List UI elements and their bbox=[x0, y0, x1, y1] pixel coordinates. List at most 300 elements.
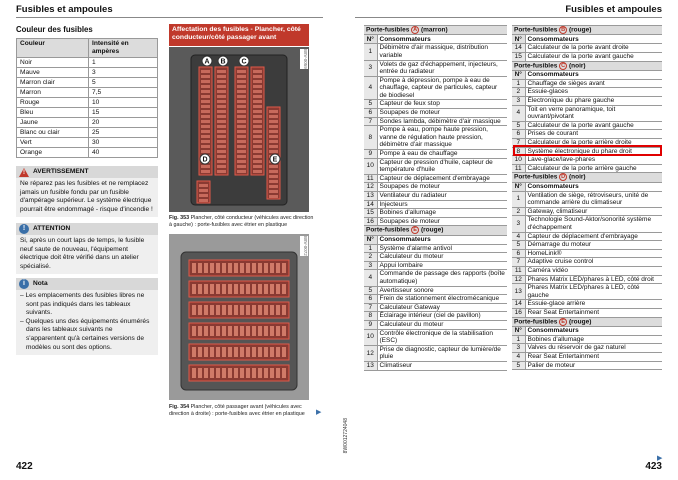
table-row bbox=[512, 258, 662, 267]
fuse-slot bbox=[237, 150, 246, 153]
consumer-cell: Bobines d'allumage bbox=[377, 209, 507, 218]
color-cell: Mauve bbox=[17, 68, 89, 78]
table-row bbox=[512, 88, 662, 97]
consumer-cell: Calculateur de la porte avant droite bbox=[525, 44, 662, 53]
fuse-slot bbox=[270, 368, 274, 378]
fuse-slot bbox=[199, 199, 208, 202]
fuse-slot bbox=[216, 347, 220, 357]
consumer-cell: Calculateur Gateway bbox=[377, 303, 507, 312]
fuse-slot bbox=[264, 326, 268, 336]
color-cell: Rouge bbox=[17, 98, 89, 108]
fuse-number-cell: 4 bbox=[512, 105, 525, 121]
fuse-number-cell: 3 bbox=[512, 216, 525, 232]
section-title: Couleur des fusibles bbox=[16, 25, 93, 34]
fuse-slot bbox=[201, 150, 210, 153]
table-row bbox=[364, 312, 507, 321]
figure-id: B8V-0059 bbox=[300, 49, 308, 69]
table-row bbox=[17, 148, 158, 158]
fuse-slot bbox=[210, 284, 214, 294]
table-row bbox=[512, 335, 662, 344]
fuse-slot bbox=[201, 75, 210, 78]
column-header: Consommateurs bbox=[525, 326, 662, 335]
fuse-slot bbox=[258, 347, 262, 357]
table-row bbox=[364, 286, 507, 295]
consumer-cell: Bobines d'allumage bbox=[525, 335, 662, 344]
table-row bbox=[512, 191, 662, 207]
fuse-slot bbox=[204, 326, 208, 336]
table-row bbox=[512, 156, 662, 165]
warning-header bbox=[16, 166, 158, 178]
table-header-row bbox=[17, 39, 158, 58]
fuse-slot bbox=[201, 145, 210, 148]
consumer-cell: Technologie Sound-Aktor/sonorité système d'échappement bbox=[525, 216, 662, 232]
fuse-slot bbox=[253, 125, 262, 128]
table-row bbox=[512, 344, 662, 353]
fuse-number-cell: 11 bbox=[364, 174, 377, 183]
table-row bbox=[512, 241, 662, 250]
consumer-cell: Pompe à eau, pompe haute pression, vanne de régulation haute pression, débimètre d'air massique bbox=[377, 126, 507, 150]
fuse-slot bbox=[201, 140, 210, 143]
consumer-cell: Calculateur du moteur bbox=[377, 253, 507, 262]
fuse-slot bbox=[201, 85, 210, 88]
fuse-slot bbox=[270, 305, 274, 315]
fuse-slot bbox=[201, 170, 210, 173]
fuse-number-cell: 6 bbox=[512, 249, 525, 258]
column-header: N° bbox=[512, 35, 525, 44]
fuse-slot bbox=[201, 135, 210, 138]
table-row bbox=[17, 78, 158, 88]
fuse-table-right-column bbox=[512, 25, 662, 370]
fuse-slot bbox=[282, 368, 286, 378]
fuse-slot bbox=[216, 368, 220, 378]
column-header-row bbox=[512, 182, 662, 191]
fuse-slot bbox=[253, 100, 262, 103]
consumer-cell: Soupapes de moteur bbox=[377, 109, 507, 118]
color-cell: Orange bbox=[17, 148, 89, 158]
column-header: N° bbox=[364, 235, 377, 244]
fuse-slot bbox=[269, 110, 278, 113]
fuse-number-cell: 10 bbox=[364, 158, 377, 174]
fuse-slot bbox=[204, 263, 208, 273]
amperage-cell: 3 bbox=[89, 68, 158, 78]
table-row bbox=[512, 300, 662, 309]
table-row bbox=[512, 97, 662, 106]
column-header: Couleur bbox=[17, 39, 89, 58]
table-row bbox=[364, 109, 507, 118]
amperage-cell: 1 bbox=[89, 58, 158, 68]
fuse-holder-header: Porte-fusibles A (marron) bbox=[364, 26, 507, 35]
consumer-cell: Avertisseur sonore bbox=[377, 286, 507, 295]
continue-arrow-icon: ▶ bbox=[316, 409, 322, 416]
consumer-cell: Débimètre d'air massique, distribution variable bbox=[377, 44, 507, 60]
fuse-holder-letter-badge: C bbox=[561, 62, 566, 69]
table-row bbox=[364, 209, 507, 218]
consumer-cell: Calculateur de la porte arrière gauche bbox=[525, 164, 662, 173]
running-head: Fusibles et ampoules bbox=[16, 4, 113, 15]
fuse-slot bbox=[201, 105, 210, 108]
fuse-slot bbox=[276, 326, 280, 336]
fuse-number-cell: 4 bbox=[364, 270, 377, 286]
column-header: Intensité en ampères bbox=[89, 39, 158, 58]
consumer-cell: Palier de moteur bbox=[525, 361, 662, 370]
fuse-slot bbox=[204, 305, 208, 315]
fuse-slot bbox=[210, 347, 214, 357]
fuse-slot bbox=[228, 347, 232, 357]
table-row bbox=[364, 270, 507, 286]
fuse-slot bbox=[253, 90, 262, 93]
consumer-cell: Valves du réservoir de gaz naturel bbox=[525, 344, 662, 353]
consumer-cell: Gateway, climatiseur bbox=[525, 207, 662, 216]
right-page bbox=[339, 0, 678, 480]
fuse-slot bbox=[253, 145, 262, 148]
amperage-cell: 25 bbox=[89, 128, 158, 138]
page-number: 423 bbox=[645, 461, 662, 472]
fuse-slot bbox=[201, 95, 210, 98]
fuse-slot bbox=[216, 284, 220, 294]
fuse-number-cell: 1 bbox=[512, 191, 525, 207]
table-row bbox=[364, 329, 507, 345]
fuse-slot bbox=[269, 130, 278, 133]
nota-header bbox=[16, 278, 158, 290]
table-row bbox=[512, 353, 662, 362]
page-number: 422 bbox=[16, 461, 33, 472]
fuse-slot bbox=[210, 326, 214, 336]
fuse-slot bbox=[253, 140, 262, 143]
table-row bbox=[364, 261, 507, 270]
consumer-cell: Caméra vidéo bbox=[525, 267, 662, 276]
fuse-slot bbox=[237, 155, 246, 158]
fuse-slot bbox=[269, 190, 278, 193]
fuse-number-cell: 14 bbox=[512, 300, 525, 309]
amperage-cell: 7,5 bbox=[89, 88, 158, 98]
fuse-slot bbox=[217, 125, 226, 128]
fuse-slot bbox=[246, 284, 250, 294]
highlight-box bbox=[513, 145, 662, 156]
table-row bbox=[364, 253, 507, 262]
fuse-slot bbox=[240, 305, 244, 315]
table-row bbox=[512, 361, 662, 370]
fuse-slot bbox=[192, 284, 196, 294]
running-head: Fusibles et ampoules bbox=[565, 4, 662, 15]
fuse-number-cell: 5 bbox=[364, 100, 377, 109]
column-header: N° bbox=[512, 70, 525, 79]
consumer-cell: Essuie-glace arrière bbox=[525, 300, 662, 309]
figure-section-header: Affectation des fusibles - Plancher, côté conducteur/côté passager avant bbox=[169, 24, 309, 46]
fuse-slot bbox=[217, 90, 226, 93]
header-rule bbox=[355, 17, 662, 18]
fuse-slot bbox=[269, 195, 278, 198]
fuse-slot bbox=[198, 326, 202, 336]
fuse-slot bbox=[199, 189, 208, 192]
fuse-slot bbox=[237, 80, 246, 83]
fuse-number-cell: 5 bbox=[512, 361, 525, 370]
fuse-number-cell: 12 bbox=[512, 275, 525, 284]
fuse-slot bbox=[282, 305, 286, 315]
fuse-number-cell: 7 bbox=[512, 138, 525, 147]
consumer-cell: Calculateur de la porte arrière droite bbox=[525, 138, 662, 147]
fuse-slot bbox=[246, 347, 250, 357]
continue-arrow-icon: ▶ bbox=[657, 455, 663, 462]
fuse-number-cell: 14 bbox=[364, 200, 377, 209]
fuse-slot bbox=[246, 368, 250, 378]
fuse-box-figure-353 bbox=[169, 47, 309, 212]
color-cell: Bleu bbox=[17, 108, 89, 118]
header-rule bbox=[16, 17, 323, 18]
fuse-slot bbox=[276, 305, 280, 315]
table-row bbox=[512, 267, 662, 276]
fuse-slot bbox=[217, 140, 226, 143]
fuse-slot bbox=[217, 80, 226, 83]
fuse-box-diagram-driver bbox=[169, 47, 309, 212]
fuse-slot bbox=[264, 368, 268, 378]
consumer-cell: Frein de stationnement électromécanique bbox=[377, 295, 507, 304]
consumer-cell: Essuie-glaces bbox=[525, 88, 662, 97]
fuse-number-cell: 7 bbox=[364, 117, 377, 126]
fuse-number-cell: 16 bbox=[512, 308, 525, 317]
column-header: Consommateurs bbox=[525, 35, 662, 44]
fuse-slot bbox=[217, 135, 226, 138]
fuse-number-cell: 13 bbox=[364, 192, 377, 201]
fuse-slot bbox=[216, 326, 220, 336]
consumer-cell: Soupapes de moteur bbox=[377, 217, 507, 226]
fuse-slot bbox=[253, 160, 262, 163]
fuse-slot bbox=[276, 347, 280, 357]
column-header-row bbox=[512, 70, 662, 79]
fuse-slot bbox=[198, 263, 202, 273]
fuse-number-cell: 1 bbox=[512, 79, 525, 88]
fuse-number-cell: 6 bbox=[512, 130, 525, 139]
fuse-number-cell: 4 bbox=[512, 232, 525, 241]
fuse-slot bbox=[234, 326, 238, 336]
fuse-slot bbox=[237, 125, 246, 128]
table-row bbox=[364, 217, 507, 226]
fuse-slot bbox=[199, 194, 208, 197]
consumer-cell: Prises de courant bbox=[525, 130, 662, 139]
fuse-slot bbox=[240, 263, 244, 273]
table-row bbox=[17, 88, 158, 98]
fuse-slot bbox=[269, 165, 278, 168]
fuse-slot bbox=[252, 305, 256, 315]
fuse-slot bbox=[253, 130, 262, 133]
fuse-slot bbox=[192, 347, 196, 357]
table-row bbox=[17, 108, 158, 118]
fuse-slot bbox=[282, 347, 286, 357]
attention-title: ATTENTION bbox=[33, 224, 71, 232]
fuse-slot bbox=[192, 326, 196, 336]
fuse-slot bbox=[237, 75, 246, 78]
fuse-number-cell: 1 bbox=[364, 44, 377, 60]
consumer-cell: Système électronique du phare droit bbox=[525, 147, 662, 156]
fuse-slot bbox=[264, 347, 268, 357]
fuse-slot bbox=[269, 150, 278, 153]
fuse-slot bbox=[217, 170, 226, 173]
consumer-cell: Adaptive cruise control bbox=[525, 258, 662, 267]
consumer-cell: HomeLink® bbox=[525, 249, 662, 258]
nota-title: Nota bbox=[33, 279, 48, 287]
fuse-slot bbox=[240, 284, 244, 294]
fuse-number-cell: 2 bbox=[512, 207, 525, 216]
fuse-slot bbox=[198, 284, 202, 294]
fuse-slot bbox=[269, 120, 278, 123]
fuse-number-cell: 11 bbox=[512, 164, 525, 173]
consumer-cell: Contrôle électronique de la stabilisation (ESC) bbox=[377, 329, 507, 345]
fuse-slot bbox=[228, 284, 232, 294]
fuse-slot bbox=[217, 155, 226, 158]
table-row bbox=[364, 200, 507, 209]
table-row bbox=[512, 52, 662, 61]
fuse-slot bbox=[199, 184, 208, 187]
consumer-cell: Volets de gaz d'échappement, injecteurs, entrée du radiateur bbox=[377, 60, 507, 76]
fuse-number-cell: 5 bbox=[364, 286, 377, 295]
fuse-slot bbox=[234, 284, 238, 294]
fuse-color-table bbox=[16, 38, 158, 158]
table-row bbox=[364, 303, 507, 312]
fuse-slot bbox=[270, 284, 274, 294]
amperage-cell: 15 bbox=[89, 108, 158, 118]
fuse-slot bbox=[217, 95, 226, 98]
fuse-slot bbox=[237, 100, 246, 103]
fuse-slot bbox=[210, 368, 214, 378]
fuse-slot bbox=[282, 326, 286, 336]
fuse-slot bbox=[237, 135, 246, 138]
consumer-cell: Électronique du phare gauche bbox=[525, 97, 662, 106]
table-row bbox=[364, 100, 507, 109]
fuse-slot bbox=[216, 305, 220, 315]
fuse-slot bbox=[237, 170, 246, 173]
fuse-slot bbox=[222, 263, 226, 273]
column-header-row bbox=[512, 326, 662, 335]
table-row bbox=[512, 249, 662, 258]
fuse-slot bbox=[216, 263, 220, 273]
fuse-holder-callout-label: A bbox=[204, 58, 210, 66]
fuse-slot bbox=[253, 75, 262, 78]
fuse-number-cell: 11 bbox=[512, 267, 525, 276]
fuse-table-left-column bbox=[364, 25, 507, 371]
table-row bbox=[512, 284, 662, 300]
table-row bbox=[512, 164, 662, 173]
fuse-number-cell: 3 bbox=[512, 344, 525, 353]
consumer-cell: Calculateur de la porte avant gauche bbox=[525, 121, 662, 130]
fuse-slot bbox=[192, 368, 196, 378]
fuse-slot bbox=[234, 368, 238, 378]
fuse-number-cell: 3 bbox=[364, 60, 377, 76]
table-row bbox=[364, 295, 507, 304]
fuse-number-cell: 9 bbox=[364, 150, 377, 159]
fuse-slot bbox=[253, 120, 262, 123]
fuse-box-diagram-passenger bbox=[169, 234, 309, 400]
consumer-cell: Ventilateur du radiateur bbox=[377, 192, 507, 201]
nota-body bbox=[16, 290, 158, 355]
fuse-slot bbox=[201, 80, 210, 83]
fuse-slot bbox=[198, 368, 202, 378]
fuse-slot bbox=[201, 110, 210, 113]
warning-box bbox=[16, 166, 158, 217]
fuse-slot bbox=[253, 115, 262, 118]
consumer-cell: Soupapes de moteur bbox=[377, 183, 507, 192]
fuse-slot bbox=[222, 347, 226, 357]
table-row bbox=[512, 105, 662, 121]
fuse-slot bbox=[237, 120, 246, 123]
fuse-slot bbox=[201, 165, 210, 168]
fuse-slot bbox=[198, 305, 202, 315]
column-header-row bbox=[364, 35, 507, 44]
fuse-number-cell: 3 bbox=[512, 97, 525, 106]
fuse-slot bbox=[228, 326, 232, 336]
table-row bbox=[512, 130, 662, 139]
consumer-cell: Climatiseur bbox=[377, 362, 507, 371]
fuse-slot bbox=[269, 145, 278, 148]
fuse-number-cell: 8 bbox=[364, 126, 377, 150]
fuse-slot bbox=[237, 105, 246, 108]
fuse-holder-letter-badge: A bbox=[413, 27, 418, 33]
consumer-cell: Capteur de déplacement d'embrayage bbox=[525, 232, 662, 241]
fuse-slot bbox=[217, 110, 226, 113]
fuse-slot bbox=[258, 326, 262, 336]
consumer-cell: Éclairage intérieur (ciel de pavillon) bbox=[377, 312, 507, 321]
document-code: 8W0012724048 bbox=[343, 418, 349, 454]
consumer-cell: Rear Seat Entertainment bbox=[525, 353, 662, 362]
fuse-slot bbox=[276, 284, 280, 294]
fuse-slot bbox=[201, 120, 210, 123]
fuse-slot bbox=[240, 347, 244, 357]
fuse-number-cell: 3 bbox=[364, 261, 377, 270]
fuse-slot bbox=[217, 105, 226, 108]
table-row bbox=[364, 150, 507, 159]
fuse-slot bbox=[270, 347, 274, 357]
fuse-number-cell: 13 bbox=[364, 362, 377, 371]
fuse-slot bbox=[246, 326, 250, 336]
color-cell: Vert bbox=[17, 138, 89, 148]
amperage-cell: 40 bbox=[89, 148, 158, 158]
fuse-number-cell: 8 bbox=[364, 312, 377, 321]
attention-text: Si, après un court laps de temps, le fusible neuf saute de nouveau, l'équipement électrique doit être vérifié dans un atelier spécialisé. bbox=[16, 235, 158, 274]
fuse-slot bbox=[234, 305, 238, 315]
fuse-slot bbox=[253, 135, 262, 138]
fuse-slot bbox=[252, 284, 256, 294]
fuse-slot bbox=[234, 347, 238, 357]
table-row bbox=[364, 192, 507, 201]
column-header: Consommateurs bbox=[377, 235, 507, 244]
fuse-slot bbox=[264, 263, 268, 273]
consumer-cell: Phares Matrix LED/phares à LED, côté droit bbox=[525, 275, 662, 284]
fuse-slot bbox=[253, 105, 262, 108]
table-row bbox=[17, 128, 158, 138]
fuse-slot bbox=[204, 347, 208, 357]
fuse-slot bbox=[217, 100, 226, 103]
fuse-slot bbox=[253, 165, 262, 168]
fuse-box-figure-354 bbox=[169, 234, 309, 400]
fuse-slot bbox=[228, 263, 232, 273]
fuse-holder-callout-label: B bbox=[220, 58, 226, 66]
fuse-slot bbox=[217, 130, 226, 133]
fuse-slot bbox=[276, 368, 280, 378]
fuse-number-cell: 9 bbox=[364, 321, 377, 330]
column-header: Consommateurs bbox=[525, 182, 662, 191]
fuse-number-cell: 2 bbox=[512, 88, 525, 97]
fuse-slot bbox=[217, 145, 226, 148]
fuse-slot bbox=[237, 140, 246, 143]
fuse-slot bbox=[217, 160, 226, 163]
figure-id: B8V-0072 bbox=[300, 236, 308, 256]
fuse-number-cell: 14 bbox=[512, 44, 525, 53]
table-row bbox=[512, 79, 662, 88]
fuse-slot bbox=[282, 263, 286, 273]
fuse-slot bbox=[253, 70, 262, 73]
fuse-slot bbox=[217, 150, 226, 153]
fuse-slot bbox=[237, 85, 246, 88]
fuse-slot bbox=[222, 368, 226, 378]
consumer-cell: Pompe à dépression, pompe à eau de chauffage, capteur de particules, capteur de biodiesel bbox=[377, 76, 507, 100]
